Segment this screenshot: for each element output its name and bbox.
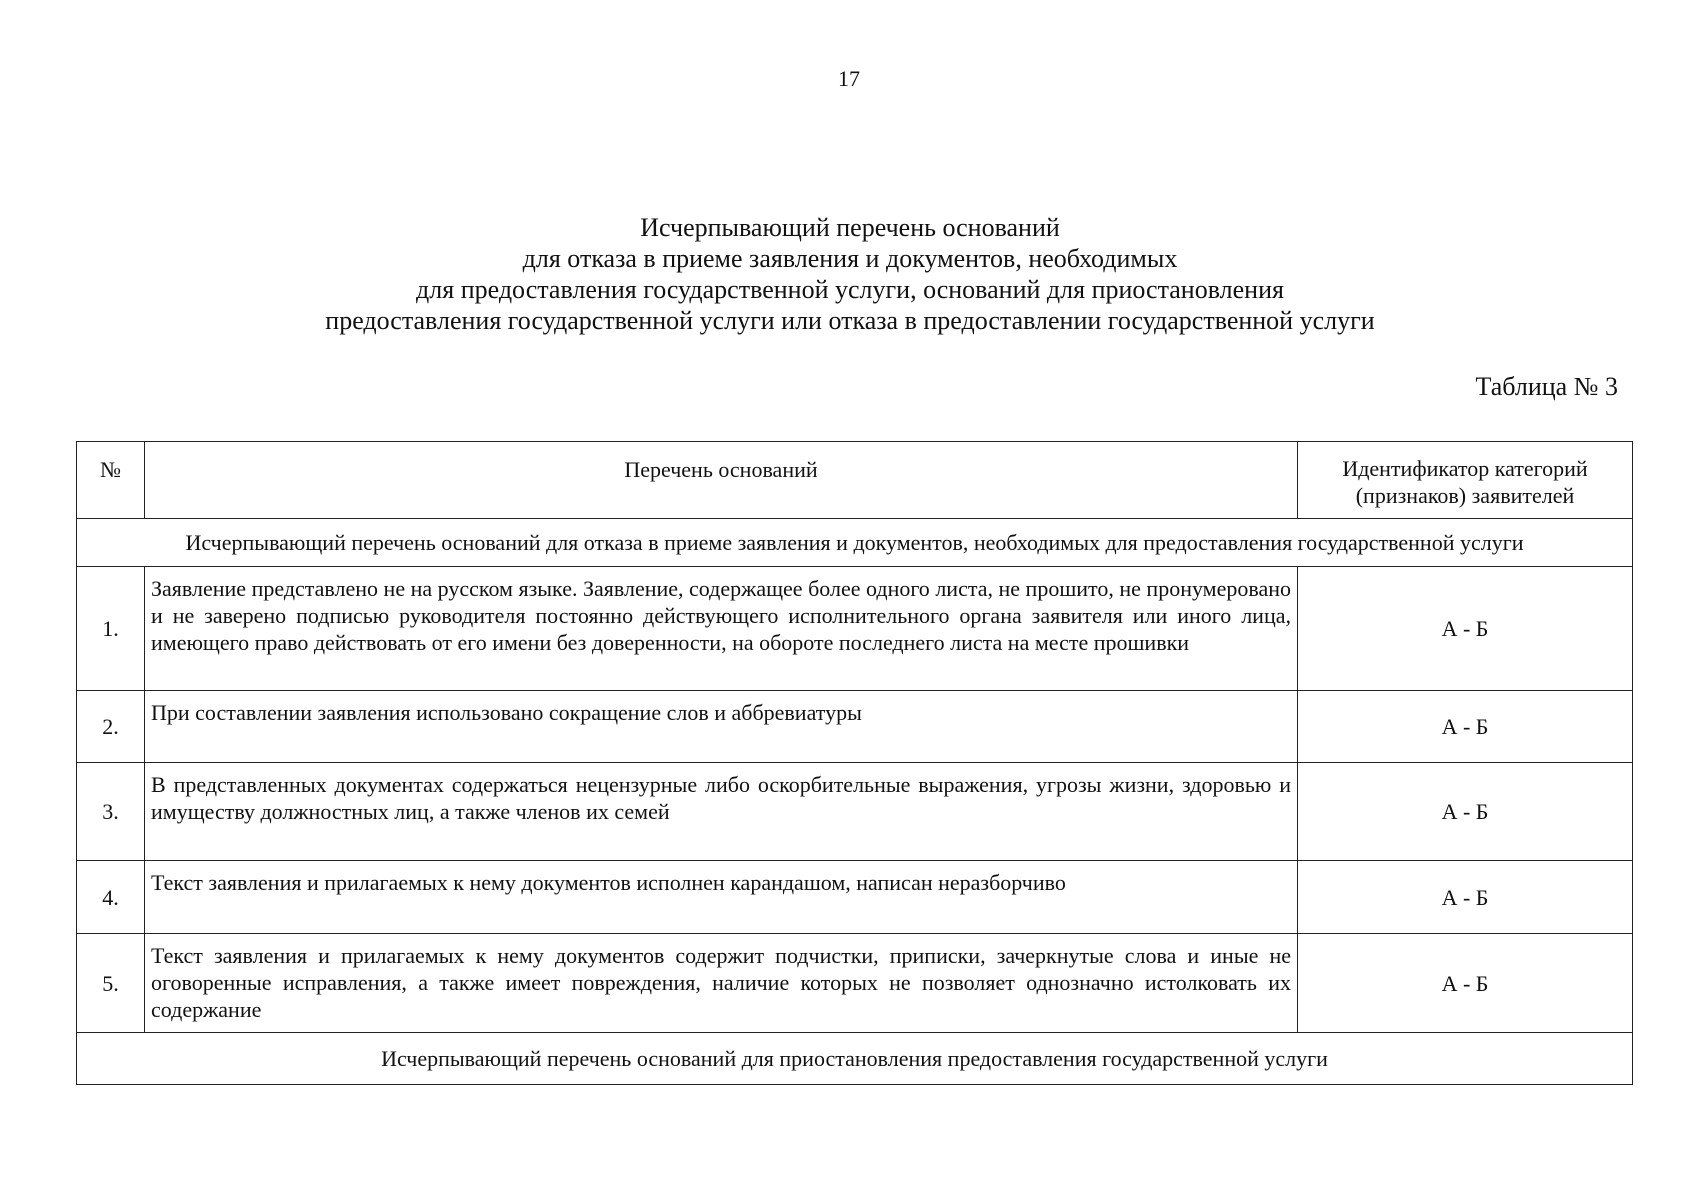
row-identifier: А - Б [1298,861,1633,934]
title-line: для отказа в приеме заявления и документов, необходимых [522,244,1178,273]
row-text: При составлении заявления использовано сокращение слов и аббревиатуры [145,691,1298,763]
row-identifier: А - Б [1298,691,1633,763]
table-row [77,934,1633,1033]
header-identifier-line: (признаков) заявителей [1355,483,1575,508]
section-title-refusal: Исчерпывающий перечень оснований для отказа в приеме заявления и документов, необходимых для предоставления государственной услуги [77,519,1633,567]
row-number: 1. [77,567,145,691]
row-number: 5. [77,934,145,1033]
grounds-table [76,441,1633,1085]
row-text: Текст заявления и прилагаемых к нему документов исполнен карандашом, написан неразборчиво [145,861,1298,934]
row-text: Текст заявления и прилагаемых к нему документов содержит подчистки, приписки, зачеркнутые слова и иные не оговоренные исправления, а также имеет повреждения, наличие которых не позволяет однозначно истолковать их содержание [145,934,1298,1033]
header-identifier-line: Идентификатор категорий [1342,456,1588,481]
title-line: для предоставления государственной услуги, оснований для приостановления [416,275,1284,304]
row-identifier: А - Б [1298,934,1633,1033]
page-number: 17 [838,66,860,91]
header-identifier [1298,442,1633,519]
header-grounds: Перечень оснований [145,442,1298,519]
section-title-suspension: Исчерпывающий перечень оснований для приостановления предоставления государственной услуги [77,1033,1633,1085]
row-number: 2. [77,691,145,763]
table-row [77,763,1633,861]
table-header-row [77,442,1633,519]
table-row [77,567,1633,691]
header-number: № [77,442,145,519]
row-identifier: А - Б [1298,763,1633,861]
table-row [77,861,1633,934]
section-row-refusal [77,519,1633,567]
row-number: 4. [77,861,145,934]
title-line: Исчерпывающий перечень оснований [640,213,1060,242]
row-text: Заявление представлено не на русском языке. Заявление, содержащее более одного листа, не прошито, не пронумеровано и не заверено подписью руководителя постоянно действующего исполнительного органа заявителя или иного лица, имеющего право действовать от его имени без доверенности, на обороте последнего листа на месте прошивки [145,567,1298,691]
table-row [77,691,1633,763]
section-row-suspension [77,1033,1633,1085]
document-title [180,212,1520,336]
row-number: 3. [77,763,145,861]
title-line: предоставления государственной услуги или отказа в предоставлении государственной услуги [325,306,1375,335]
row-text: В представленных документах содержаться нецензурные либо оскорбительные выражения, угрозы жизни, здоровью и имуществу должностных лиц, а также членов их семей [145,763,1298,861]
row-identifier: А - Б [1298,567,1633,691]
table-caption: Таблица № 3 [1475,372,1618,401]
